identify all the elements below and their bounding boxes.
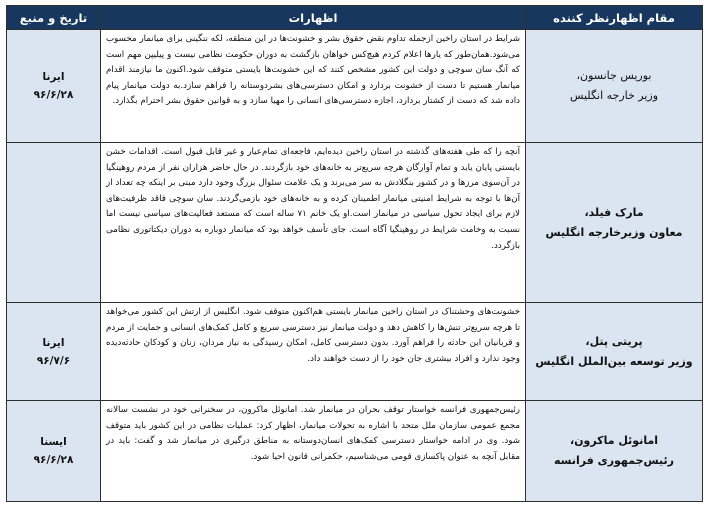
table-row — [7, 401, 703, 502]
official-title: معاون وزیرخارجه انگلیس — [545, 225, 683, 239]
official-name: مارک فیلد، — [584, 205, 644, 219]
official-title: رئیس‌جمهوری فرانسه — [553, 454, 675, 467]
source-date: ۹۶/۶/۲۸ — [33, 89, 74, 101]
table-row — [7, 143, 703, 303]
official-title: وزیر خارجه انگلیس — [569, 89, 659, 102]
source-cell — [7, 30, 101, 143]
header-official: مقام اظهارنظر کننده — [526, 6, 703, 30]
official-name: امانوئل ماکرون، — [569, 434, 659, 447]
source-name: ایرنا — [42, 336, 65, 349]
source-cell — [7, 303, 101, 401]
statement-cell: خشونت‌های وحشتناک در استان راخین میانمار بایستی هم‌اکنون متوقف شود. انگلیس از ارتش این کشور می‌خواهد تا هرچه سریع‌تر تنش‌ها را کاهش دهد و دولت میانمار نیز دسترسی سریع و کامل کمک‌های انسانی و حمایت از مردم و قربانیان این حادثه را فراهم آورد. بدون دسترسی کامل، امکان رسیدگی به نیاز مردان، زنان و کودکان حادثه‌دیده وجود ندارد و افراد بیشتری جان خود را از دست خواهند داد. — [101, 303, 526, 401]
official-title: وزیر توسعه بین‌الملل انگلیس — [535, 354, 693, 368]
header-statements: اظهارات — [101, 6, 526, 30]
official-name: بوریس جانسون، — [576, 69, 652, 82]
official-cell — [526, 401, 703, 502]
source-cell — [7, 143, 101, 303]
source-date: ۹۶/۷/۶ — [36, 354, 71, 367]
header-row — [7, 6, 703, 30]
header-date-source: تاریخ و منبع — [7, 6, 101, 30]
statement-cell: آنچه را که طی هفته‌های گذشته در استان راخین دیده‌ایم، فاجعه‌ای تمام‌عیار و غیر قابل قبول است. اقدامات خشن بایستی پایان یابد و تمام آوارگان هرچه سریع‌تر به خانه‌های خود بازگردند. در حال حاضر هزاران نفر از مردم روهینگیا در آن‌سوی مرزها و در کشور بنگلادش به سر می‌برند و یک علامت سئوال بزرگ وجود دارد مبنی بر اینکه چه تعداد از آن‌ها با توجه به شرایط امنیتی میانمار اطمینان کرده و به خانه‌های خود بازمی‌گردند. سان سوچی فاقد ظرفیت‌های لازم برای ایجاد تحول سیاسی در میانمار است.او یک خانم ۷۱ ساله است که مستعد فعالیت‌های سیاسی نیست اما نسبت به وخامت شرایط در روهینگیا آگاه است. جای تأسف خواهد بود که میانمار دوباره به دوران دیکتاتوری نظامی بازگردد. — [101, 143, 526, 303]
statement-cell: شرایط در استان راخین ازجمله تداوم نقض حقوق بشر و خشونت‌ها در این منطقه، لکه ننگینی برای میانمار محسوب می‌شود.همان‌طور که یارها اعلام کردم هیچ‌کس خواهان بازگشت به دوران حکومت نظامی نیست و پیلیپن مهم است که آنگ سان سوچی و دولت این کشور مشخص کنند که این خشونت‌ها بایستی متوقف شود.اکنون ما نیازمند اقدام میانمار هستیم تا دست از خشونت بردارد و امکان دسترسی‌های بشردوستانه را فراهم سازد.به دولت میانمار پیام داده شد که دست از کشتار بردارد، اجازه دسترسی‌های انسانی را مهیا سازد و به قوانین حقوق بشر احترام بگذارد. — [101, 30, 526, 143]
official-cell — [526, 303, 703, 401]
statement-cell: رئیس‌جمهوری فرانسه خواستار توقف بحران در میانمار شد. امانوئل ماکرون، در سخنرانی خود در نشست سالانه مجمع عمومی سازمان ملل متحد با اشاره به تحولات میانمار، اظهار کرد: عملیات نظامی در این کشور باید متوقف شود. وی در ادامه خواستار دسترسی کمک‌های انسان‌دوستانه به مناطق درگیری در میانمار شد و گفت: باید در مقابل آنچه به عنوان پاکسازی قومی می‌شناسیم، حکمرانی قانون احیا شود. — [101, 401, 526, 502]
official-cell — [526, 143, 703, 303]
source-date: ۹۶/۶/۲۸ — [33, 454, 74, 466]
statements-table — [6, 5, 703, 502]
source-name: ایرنا — [42, 71, 65, 83]
official-cell — [526, 30, 703, 143]
source-cell — [7, 401, 101, 502]
table-row — [7, 30, 703, 143]
table-row — [7, 303, 703, 401]
source-name: ایسنا — [40, 436, 67, 448]
official-name: پریتی پتل، — [585, 334, 643, 348]
